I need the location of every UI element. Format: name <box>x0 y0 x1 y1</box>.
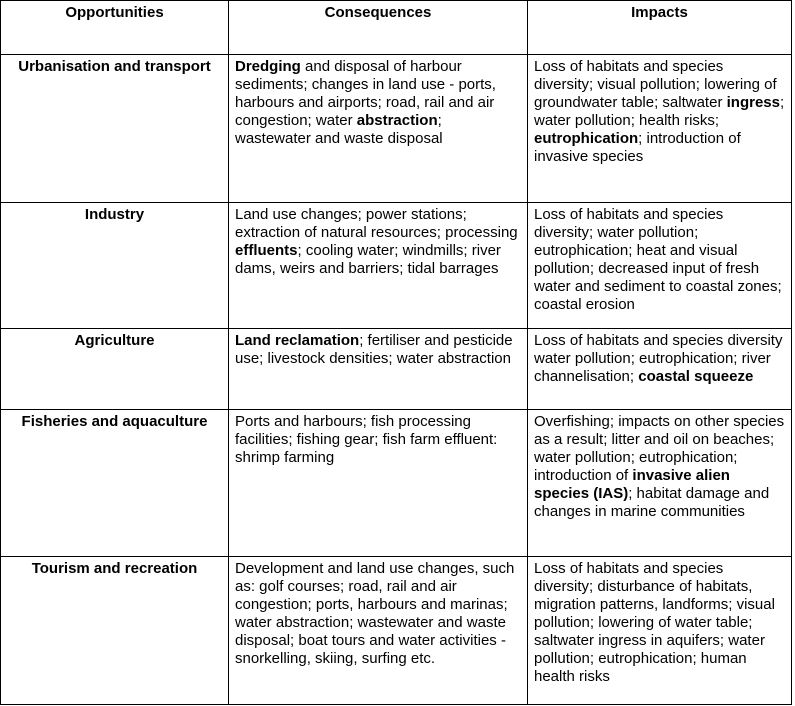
text-run: ; water pollution; health risks; <box>534 94 785 129</box>
opportunity-cell: Tourism and recreation <box>1 557 229 705</box>
text-run: Loss of habitats and species diversity; visual pollution; lowering of groundwater table; saltwater <box>534 58 777 111</box>
bold-term: Dredging <box>235 58 301 75</box>
text-run: ; introduction of invasive species <box>534 130 741 165</box>
impacts-cell <box>528 329 792 410</box>
text-run: Loss of habitats and species diversity; disturbance of habitats, migration patterns, landforms; visual pollution; lowering of water table; saltwater ingress in aquifers; water pollution; eutrophication; human health risks <box>534 560 775 685</box>
consequences-cell <box>229 557 528 705</box>
consequences-cell <box>229 410 528 557</box>
text-run: ; cooling water; windmills; river dams, weirs and barriers; tidal barrages <box>235 242 501 277</box>
text-run: ; habitat damage and changes in marine communities <box>534 485 770 520</box>
impacts-cell <box>528 410 792 557</box>
bold-term: invasive alien species (IAS) <box>534 467 730 502</box>
header-consequences: Consequences <box>229 1 528 55</box>
text-run: Land use changes; power stations; extraction of natural resources; processing <box>235 206 518 241</box>
bold-term: coastal squeeze <box>638 368 754 385</box>
text-run: Ports and harbours; fish processing facilities; fishing gear; fish farm effluent: shrimp farming <box>235 413 498 466</box>
text-run: Loss of habitats and species diversity; water pollution; eutrophication; heat and visual pollution; decreased input of fresh water and sediment to coastal zones; coastal erosion <box>534 206 782 313</box>
consequences-cell <box>229 203 528 329</box>
bold-term: ingress <box>726 94 780 111</box>
bold-term: abstraction <box>356 112 438 129</box>
table-row <box>1 329 792 410</box>
header-opportunities: Opportunities <box>1 1 229 55</box>
bold-term: Land reclamation <box>235 332 360 349</box>
header-row <box>1 1 792 55</box>
opportunity-cell: Industry <box>1 203 229 329</box>
table-row <box>1 410 792 557</box>
opportunity-cell: Urbanisation and transport <box>1 55 229 203</box>
text-run: and disposal of harbour sediments; changes in land use - ports, harbours and airports; road, rail and air congestion; water <box>235 58 496 129</box>
table-row <box>1 55 792 203</box>
text-run: Loss of habitats and species diversity water pollution; eutrophication; river channelisation; <box>534 332 783 385</box>
consequences-cell <box>229 55 528 203</box>
text-run: ; fertiliser and pesticide use; livestock densities; water abstraction <box>235 332 513 367</box>
opportunity-cell: Agriculture <box>1 329 229 410</box>
impacts-cell <box>528 55 792 203</box>
table-row <box>1 557 792 705</box>
header-impacts: Impacts <box>528 1 792 55</box>
impacts-cell <box>528 557 792 705</box>
bold-term: eutrophication <box>534 130 639 147</box>
opportunity-cell: Fisheries and aquaculture <box>1 410 229 557</box>
impacts-cell <box>528 203 792 329</box>
text-run: ; wastewater and waste disposal <box>235 112 443 147</box>
consequences-cell <box>229 329 528 410</box>
table-row <box>1 203 792 329</box>
text-run: Overfishing; impacts on other species as a result; litter and oil on beaches; water pollution; eutrophication; introduction of <box>534 413 785 484</box>
text-run: Development and land use changes, such as: golf courses; road, rail and air congestion; ports, harbours and marinas; water abstraction; wastewater and waste disposal; boat tours and water activities - snorkelling, skiing, surfing etc. <box>235 560 515 667</box>
bold-term: effluents <box>235 242 298 259</box>
